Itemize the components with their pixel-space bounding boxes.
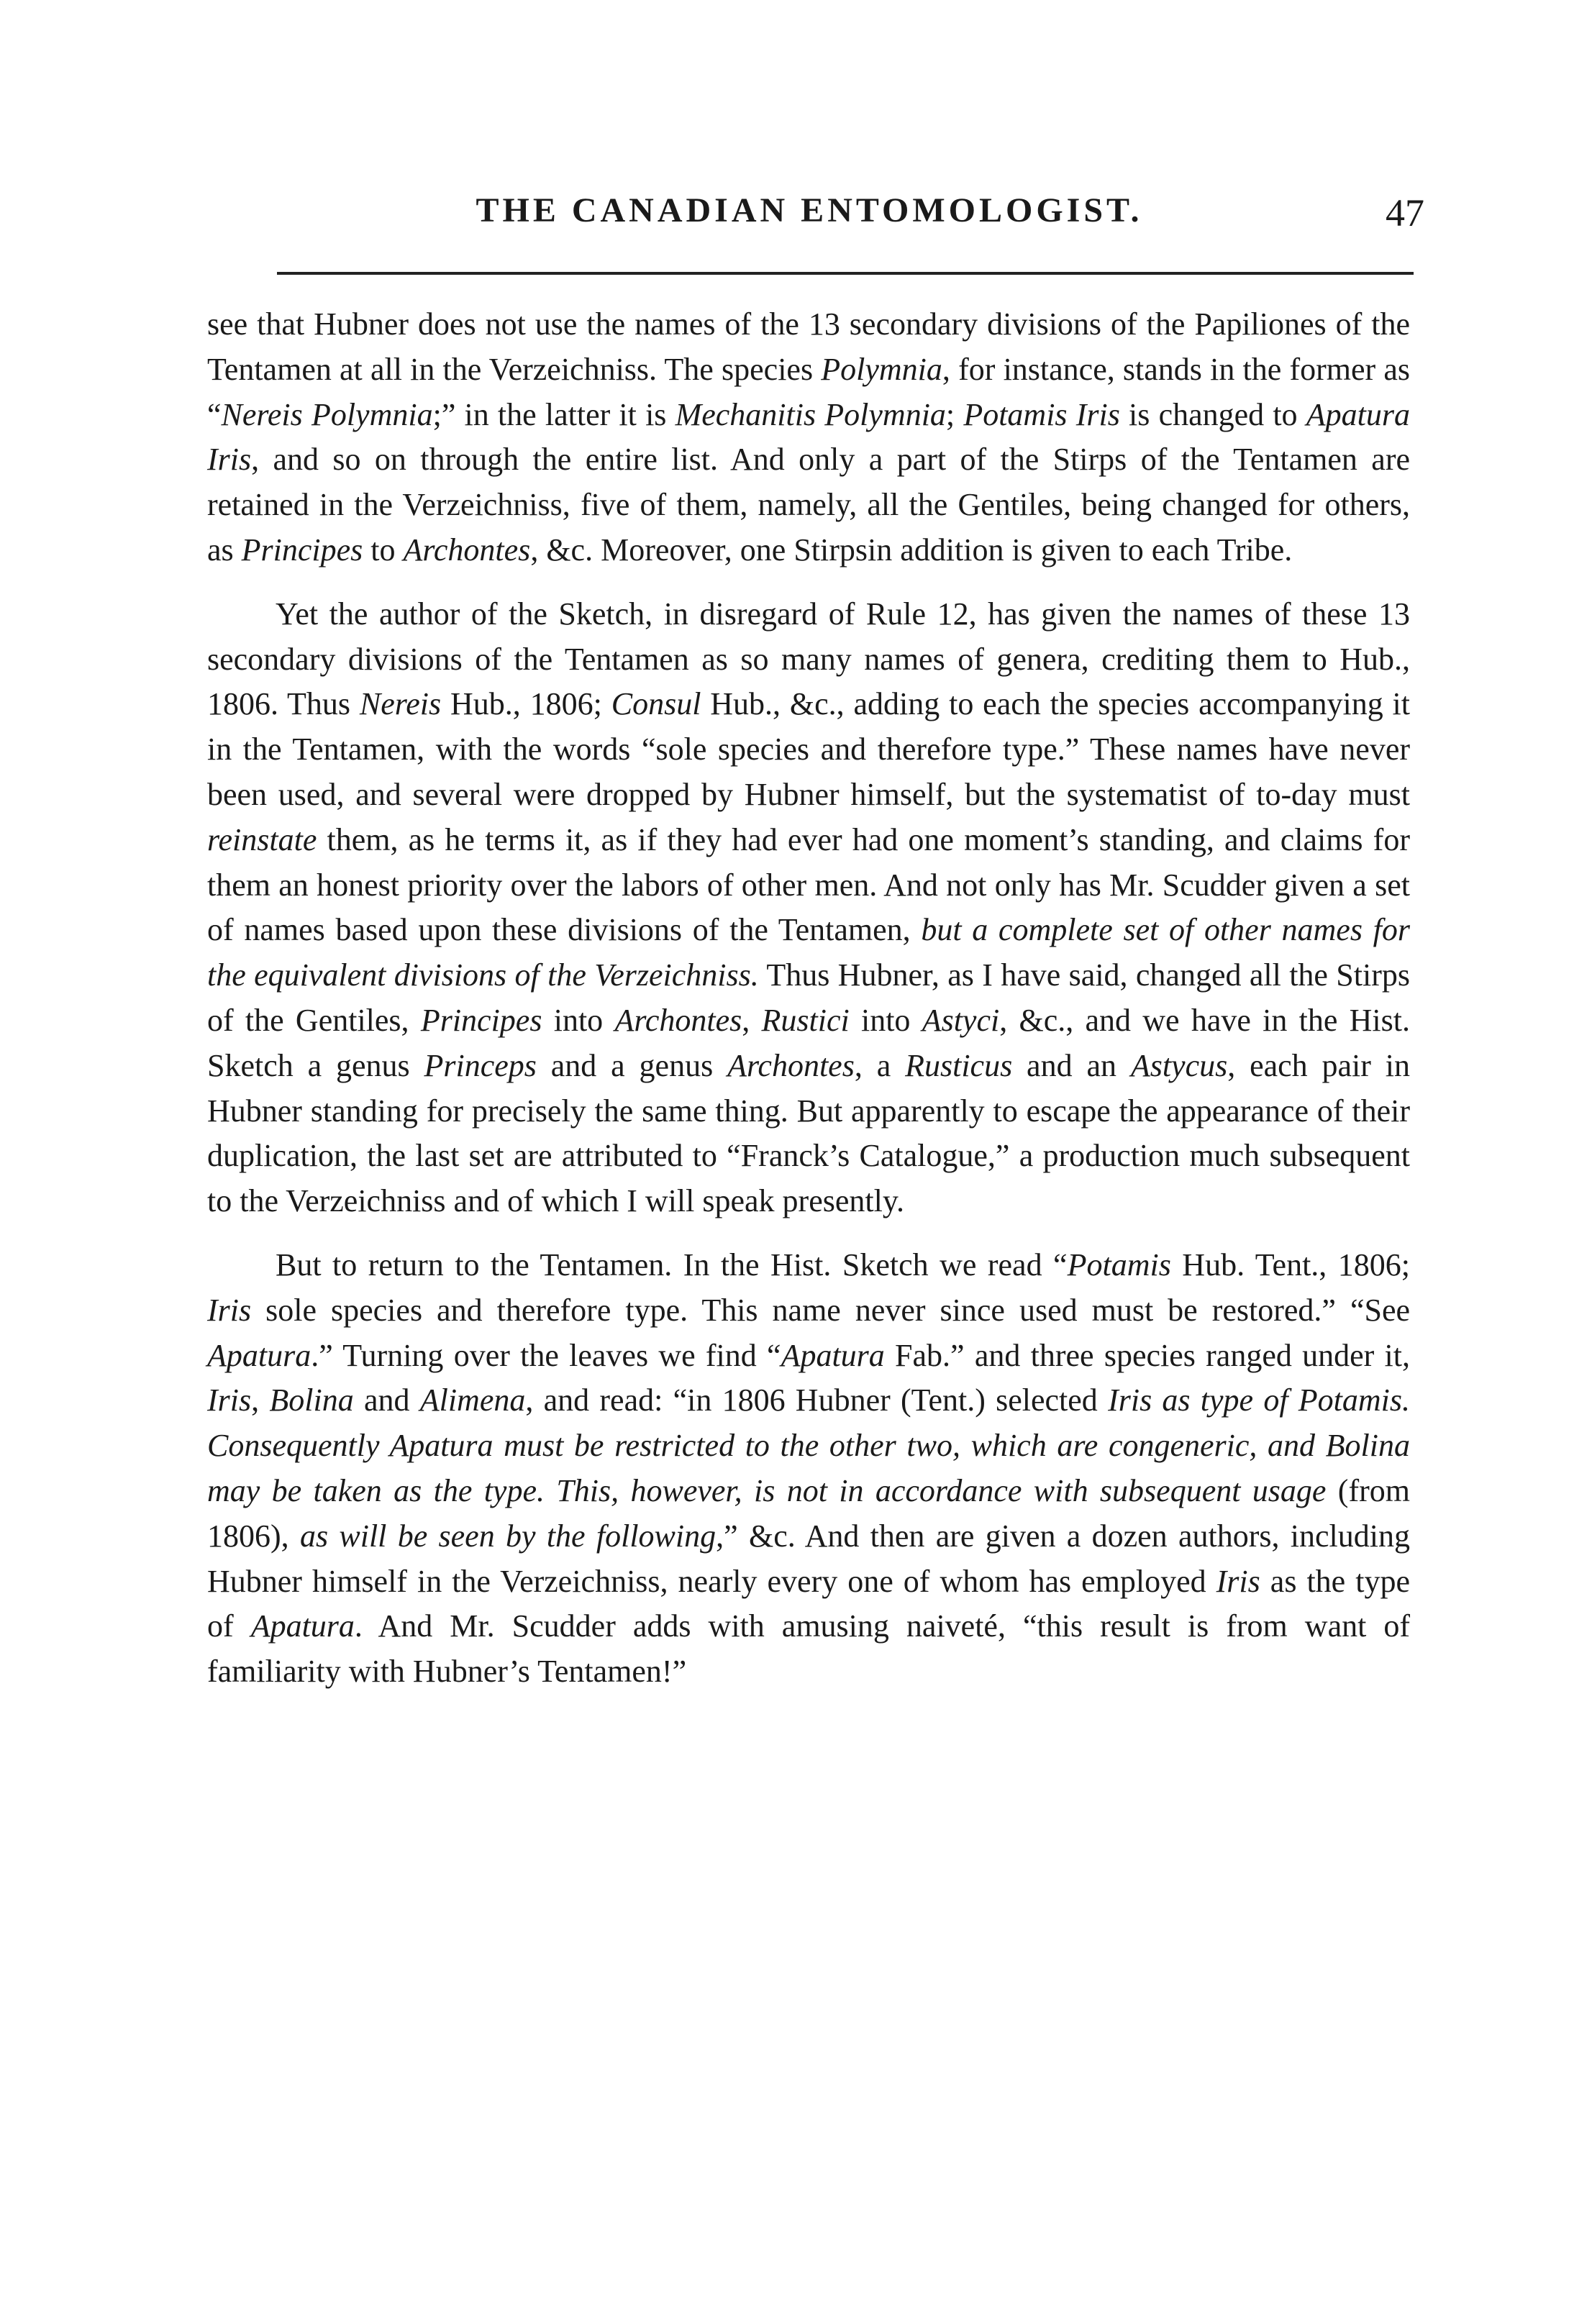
article-body	[207, 302, 1410, 1695]
paragraph: But to return to the Tentamen. In the Hist. Sketch we read “Potamis Hub. Tent., 1806; Iris sole species and therefore type. This name never since used must be restored.” “See Apatura.” Turning over the leaves we find “Apatura Fab.” and three species ranged under it, Iris, Bolina and Alimena, and read: “in 1806 Hubner (Tent.) selected Iris as type of Potamis. Consequently Apatura must be restricted to the other two, which are congeneric, and Bolina may be taken as the type. This, however, is not in accordance with subsequent usage (from 1806), as will be seen by the following,” &c. And then are given a dozen authors, including Hubner himself in the Verzeichniss, nearly every one of whom has employed Iris as the type of Apatura. And Mr. Scudder adds with amusing naiveté, “this result is from want of familiarity with Hubner’s Tentamen!”	[207, 1247, 1411, 1690]
page-number: 47	[1386, 191, 1424, 234]
paragraph: see that Hubner does not use the names of the 13 secondary divisions of the Papiliones of the Tentamen at all in the Verzeichniss. The species Polymnia, for instance, stands in the former as “Nereis Polymnia;” in the latter it is Mechanitis Polymnia; Potamis Iris is changed to Apatura Iris, and so on through the entire list. And only a part of the Stirps of the Tentamen are retained in the Verzeichniss, five of them, namely, all the Gentiles, being changed for others, as Principes to Archontes, &c. Moreover, one Stirpsin addition is given to each Tribe.	[207, 306, 1410, 568]
journal-title: THE CANADIAN ENTOMOLOGIST.	[476, 191, 1143, 229]
running-header	[194, 191, 1424, 263]
header-rule	[277, 272, 1414, 275]
paragraph: Yet the author of the Sketch, in disregard of Rule 12, has given the names of these 13 secondary divisions of the Tentamen as so many names of genera, crediting them to Hub., 1806. Thus Nereis Hub., 1806; Consul Hub., &c., adding to each the species accompanying it in the Tentamen, with the words “sole species and therefore type.” These names have never been used, and several were dropped by Hubner himself, but the systematist of to-day must reinstate them, as he terms it, as if they had ever had one moment’s standing, and claims for them an honest priority over the labors of other men. And not only has Mr. Scudder given a set of names based upon these divisions of the Tentamen, but a complete set of other names for the equivalent divisions of the Verzeichniss. Thus Hubner, as I have said, changed all the Stirps of the Gentiles, Principes into Archontes, Rustici into Astyci, &c., and we have in the Hist. Sketch a genus Princeps and a genus Archontes, a Rusticus and an Astycus, each pair in Hubner standing for precisely the same thing. But apparently to escape the appearance of their duplication, the last set are attributed to “Franck’s Catalogue,” a production much subsequent to the Verzeichniss and of which I will speak presently.	[207, 596, 1411, 1219]
